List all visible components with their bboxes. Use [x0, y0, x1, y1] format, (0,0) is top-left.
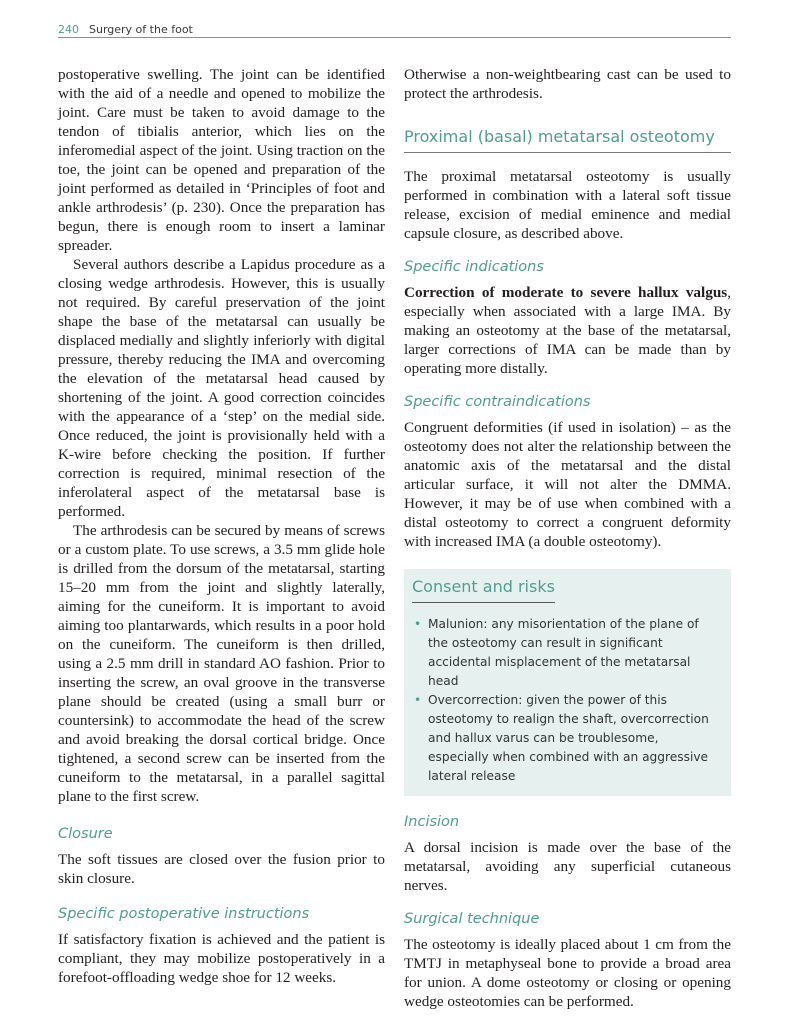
bullet-icon: •: [414, 617, 422, 631]
left-column: [58, 65, 385, 987]
indications-text: [404, 283, 731, 378]
postop-text: If satisfactory fixation is achieved and the patient is compliant, they may mobilize postoperatively in a forefoot-offloading wedge shoe for 12 weeks.: [58, 931, 385, 986]
risk-list: [412, 615, 721, 786]
paragraph: postoperative swelling. The joint can be identified with the aid of a needle and opened to mobilize the joint. Care must be taken to avoid damage to the tendon of tibialis anterior, which lies on the inferomedial aspect of the joint. Using traction on the toe, the joint can be opened and preparation of the joint performed as detailed in ‘Principles of foot and ankle arthrodesis’ (p. 230). Once the preparation has begun, there is enough room to insert a laminar spreader.: [58, 66, 385, 254]
consent-risks-box: [404, 569, 731, 796]
technique-text: The osteotomy is ideally placed about 1 cm from the TMTJ in metaphyseal bone to provide a broad area for union. A dome osteotomy or closing or opening wedge osteotomies can be performed.: [404, 936, 731, 1010]
indications-heading: Specific indications: [404, 259, 544, 275]
paragraph: The arthrodesis can be secured by means of screws or a custom plate. To use screws, a 3.5 mm glide hole is drilled from the dorsum of the metatarsal, starting 15–20 mm from the joint and slightly laterally, aiming for the cuneiform. It is important to avoid aiming too plantarwards, which results in a poor hold on the cuneiform. The cuneiform is then drilled, using a 2.5 mm drill in standard AO fashion. Prior to inserting the screw, an oval groove in the transverse plane should be created (using a small burr or countersink) to accommodate the head of the screw and avoid breaking the dorsal cortical bridge. Once tightened, a second screw can be inserted from the cuneiform to the metatarsal, in a parallel sagittal plane to the first screw.: [58, 522, 385, 805]
incision-text: A dorsal incision is made over the base of the metatarsal, avoiding any superficial cutaneous nerves.: [404, 839, 731, 894]
right-column: [404, 65, 731, 1011]
consent-heading: Consent and risks: [412, 577, 555, 603]
paragraph: Several authors describe a Lapidus procedure as a closing wedge arthrodesis. However, this is usually not required. By careful preservation of the joint shape the base of the metatarsal can usually be displaced medially and slightly inferiorly with digital pressure, thereby reducing the IMA and overcoming the elevation of the metatarsal head caused by shortening of the joint. A good correction coincides with the appearance of a ‘step’ on the medial side. Once reduced, the joint is provisionally held with a K-wire before checking the position. If further correction is required, minimal resection of the inferolateral aspect of the metatarsal base is performed.: [58, 256, 385, 520]
contraindications-heading: Specific contraindications: [404, 394, 591, 410]
postop-heading: Specific postoperative instructions: [58, 906, 310, 922]
closure-text: The soft tissues are closed over the fusion prior to skin closure.: [58, 851, 385, 887]
bullet-icon: •: [414, 693, 422, 707]
incision-heading: Incision: [404, 814, 460, 830]
section-text: The proximal metatarsal osteotomy is usually performed in combination with a lateral soft tissue release, excision of medial eminence and medial capsule closure, as described above.: [404, 168, 731, 242]
risk-item: • Overcorrection: given the power of this osteotomy to realign the shaft, overcorrection and hallux varus can be troublesome, especially when combined with an aggressive lateral release: [414, 693, 709, 783]
contraindications-text: Congruent deformities (if used in isolation) – as the osteotomy does not alter the relationship between the anatomic axis of the metatarsal and the distal articular surface, it will not alter the DMMA. However, it may be of use when combined with a distal osteotomy to correct a congruent deformity with increased IMA (a double osteotomy).: [404, 419, 731, 550]
intro-text: Otherwise a non-weightbearing cast can be used to protect the arthrodesis.: [404, 66, 731, 102]
running-header: [58, 20, 731, 38]
technique-heading: Surgical technique: [404, 911, 540, 927]
indications-lead: Correction of moderate to severe hallux valgus: [404, 284, 728, 301]
indications-rest: , especially when associated with a large IMA. By making an osteotomy at the base of the metatarsal, larger corrections of IMA can be made than by operating more distally.: [404, 284, 731, 377]
closure-heading: Closure: [58, 826, 113, 842]
running-title: Surgery of the foot: [89, 23, 193, 36]
risk-item: • Malunion: any misorientation of the plane of the osteotomy can result in significant accidental misplacement of the metatarsal head: [414, 617, 699, 688]
page-number: 240: [58, 23, 79, 36]
section-heading: Proximal (basal) metatarsal osteotomy: [404, 127, 731, 153]
